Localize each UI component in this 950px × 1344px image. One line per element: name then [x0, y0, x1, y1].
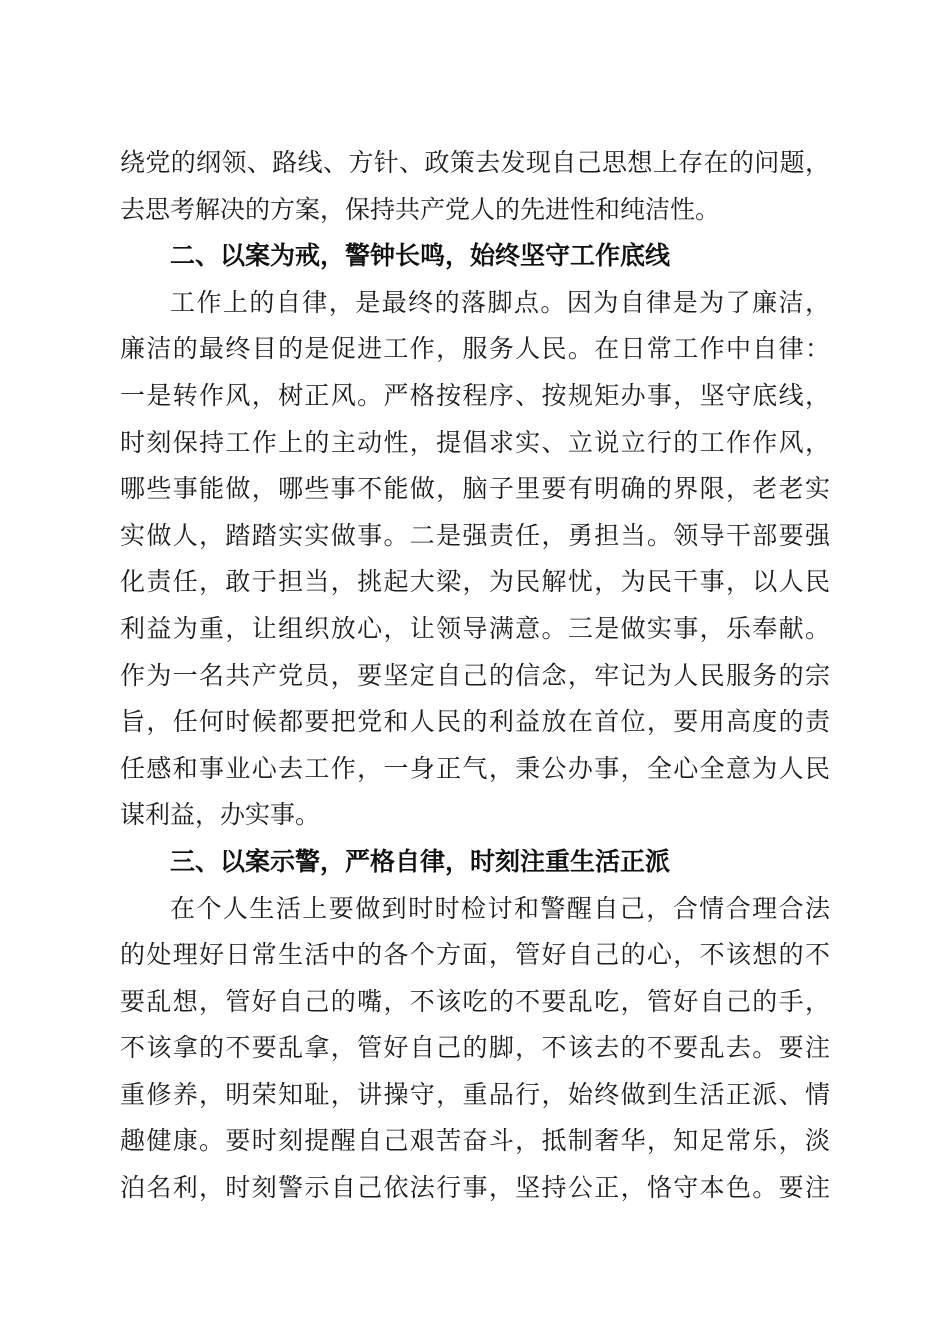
- section-heading: 二、以案为戒，警钟长鸣，始终坚守工作底线: [170, 241, 671, 271]
- text-line: 旨，任何时候都要把党和人民的利益放在首位，要用高度的责: [120, 707, 830, 737]
- paragraph-first-line: 在个人生活上要做到时时检讨和警醒自己，合情合理合法: [170, 893, 830, 923]
- text-line: 时刻保持工作上的主动性，提倡求实、立说立行的工作作风，: [120, 427, 830, 457]
- text-line: 利益为重，让组织放心，让领导满意。三是做实事，乐奉献。: [120, 613, 830, 643]
- text-line: 要乱想，管好自己的嘴，不该吃的不要乱吃，管好自己的手，: [120, 986, 830, 1016]
- text-line: 去思考解决的方案，保持共产党人的先进性和纯洁性。: [120, 194, 721, 224]
- text-line: 作为一名共产党员，要坚定自己的信念，牢记为人民服务的宗: [120, 660, 830, 690]
- text-line: 一是转作风，树正风。严格按程序、按规矩办事，坚守底线，: [120, 380, 830, 410]
- text-line: 不该拿的不要乱拿，管好自己的脚，不该去的不要乱去。要注: [120, 1033, 830, 1063]
- text-line: 哪些事能做，哪些事不能做，脑子里要有明确的界限，老老实: [120, 474, 830, 504]
- text-line: 化责任，敢于担当，挑起大梁，为民解忧，为民干事，以人民: [120, 567, 830, 597]
- text-line: 趣健康。要时刻提醒自己艰苦奋斗，抵制奢华，知足常乐，淡: [120, 1126, 830, 1156]
- document-body: [120, 140, 830, 1212]
- text-line: 重修养，明荣知耻，讲操守，重品行，始终做到生活正派、情: [120, 1079, 830, 1109]
- text-line: 廉洁的最终目的是促进工作，服务人民。在日常工作中自律：: [120, 334, 830, 364]
- text-line: 绕党的纲领、路线、方针、政策去发现自己思想上存在的问题，: [120, 148, 830, 177]
- text-line: 泊名利，时刻警示自己依法行事，坚持公正，恪守本色。要注: [120, 1173, 830, 1203]
- text-line: 的处理好日常生活中的各个方面，管好自己的心，不该想的不: [120, 940, 830, 970]
- text-line: 任感和事业心去工作，一身正气，秉公办事，全心全意为人民: [120, 753, 830, 783]
- text-line: 实做人，踏踏实实做事。二是强责任，勇担当。领导干部要强: [120, 520, 830, 550]
- text-line: 谋利益，办实事。: [120, 800, 321, 830]
- section-heading: 三、以案示警，严格自律，时刻注重生活正派: [170, 846, 671, 876]
- paragraph-first-line: 工作上的自律，是最终的落脚点。因为自律是为了廉洁，: [170, 287, 830, 317]
